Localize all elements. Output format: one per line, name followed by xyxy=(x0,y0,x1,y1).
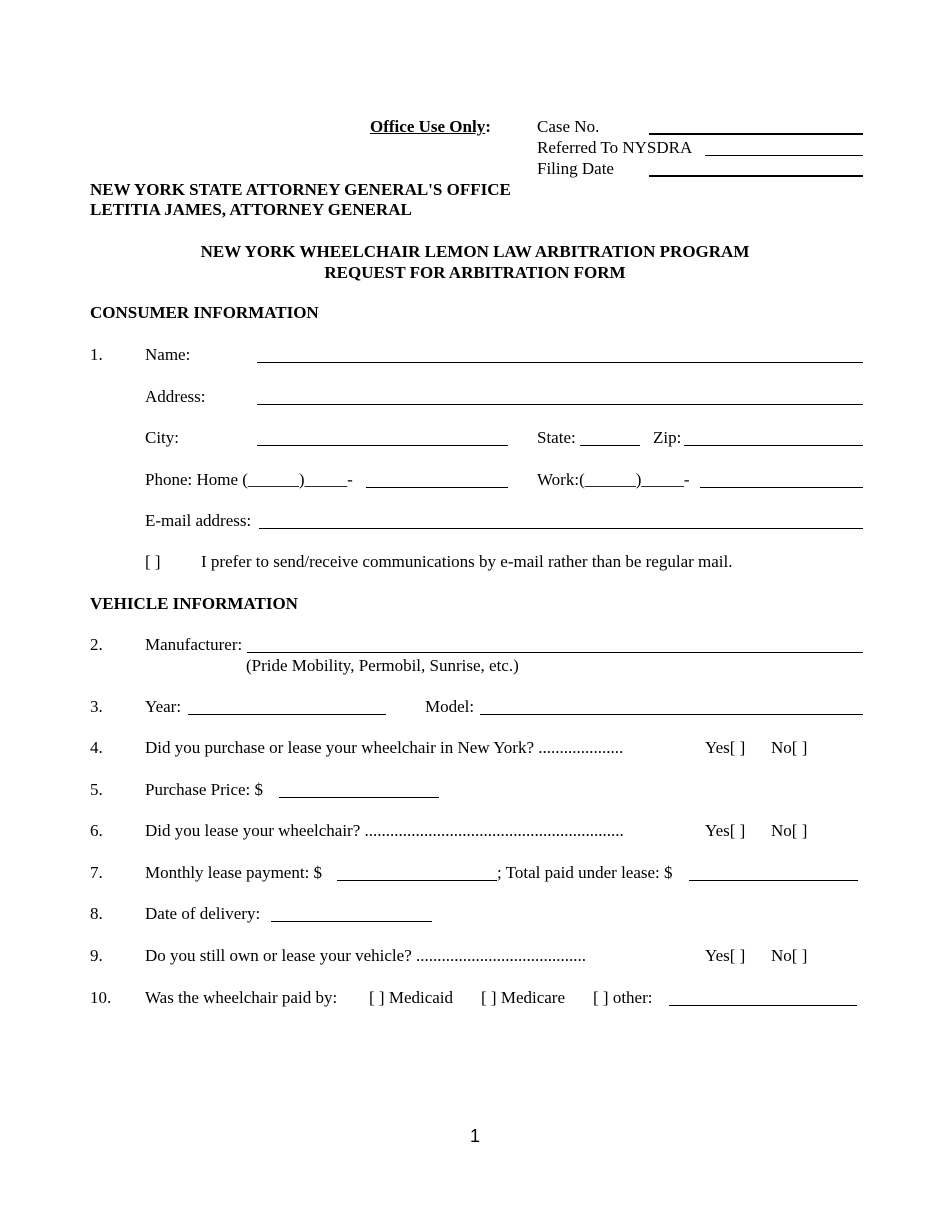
monthly-lease-field[interactable] xyxy=(337,880,497,881)
year-field[interactable] xyxy=(188,714,386,715)
office-use-colon: : xyxy=(485,117,491,136)
q10-number: 10. xyxy=(90,988,112,1007)
model-field[interactable] xyxy=(480,714,863,715)
other-field[interactable] xyxy=(669,1005,857,1006)
q6-text: Did you lease your wheelchair? ............................................................. xyxy=(145,821,624,840)
office-use-label xyxy=(370,117,491,137)
email-pref-text: I prefer to send/receive communications by e-mail rather than be regular mail. xyxy=(201,552,733,571)
phone-home-label: Phone: Home (______)_____- xyxy=(145,470,353,489)
total-paid-field[interactable] xyxy=(689,880,858,881)
medicare-checkbox[interactable]: [ ] Medicare xyxy=(481,988,566,1007)
city-label: City: xyxy=(145,428,180,447)
zip-field[interactable] xyxy=(684,445,863,446)
filing-date-field[interactable] xyxy=(649,175,863,177)
year-label: Year: xyxy=(145,697,182,716)
address-field[interactable] xyxy=(257,404,863,405)
q8-number: 8. xyxy=(90,904,103,923)
q4-no-checkbox[interactable]: No[ ] xyxy=(771,738,808,757)
name-label: Name: xyxy=(145,345,191,364)
purchase-price-field[interactable] xyxy=(279,797,439,798)
q9-number: 9. xyxy=(90,946,103,965)
city-field[interactable] xyxy=(257,445,508,446)
q2-number: 2. xyxy=(90,635,103,654)
q6-number: 6. xyxy=(90,821,103,840)
delivery-date-label: Date of delivery: xyxy=(145,904,261,923)
agency-line1: NEW YORK STATE ATTORNEY GENERAL'S OFFICE xyxy=(90,180,511,199)
q9-text: Do you still own or lease your vehicle? ........................................ xyxy=(145,946,586,965)
q5-number: 5. xyxy=(90,780,103,799)
model-label: Model: xyxy=(425,697,475,716)
form-title-line1: NEW YORK WHEELCHAIR LEMON LAW ARBITRATION PROGRAM xyxy=(200,242,750,261)
email-field[interactable] xyxy=(259,528,863,529)
q1-number: 1. xyxy=(90,345,103,364)
referred-label: Referred To NYSDRA xyxy=(537,138,693,157)
q6-no-checkbox[interactable]: No[ ] xyxy=(771,821,808,840)
address-label: Address: xyxy=(145,387,206,406)
work-phone-field[interactable] xyxy=(700,487,863,488)
page-number: 1 xyxy=(469,1126,480,1146)
paid-by-label: Was the wheelchair paid by: xyxy=(145,988,338,1007)
phone-home-field[interactable] xyxy=(366,487,508,488)
other-checkbox[interactable]: [ ] other: xyxy=(593,988,653,1007)
case-no-label: Case No. xyxy=(537,117,600,136)
manufacturer-label: Manufacturer: xyxy=(145,635,243,654)
delivery-date-field[interactable] xyxy=(271,921,432,922)
q9-no-checkbox[interactable]: No[ ] xyxy=(771,946,808,965)
office-use-text: Office Use Only xyxy=(370,117,486,136)
manufacturer-hint: (Pride Mobility, Permobil, Sunrise, etc.) xyxy=(246,656,519,675)
manufacturer-field[interactable] xyxy=(247,652,863,653)
name-field[interactable] xyxy=(257,362,863,363)
q4-text: Did you purchase or lease your wheelchair in New York? .................... xyxy=(145,738,624,757)
q9-yes-checkbox[interactable]: Yes[ ] xyxy=(705,946,746,965)
filing-date-label: Filing Date xyxy=(537,159,614,178)
q4-number: 4. xyxy=(90,738,103,757)
form-title-line2: REQUEST FOR ARBITRATION FORM xyxy=(324,263,626,282)
case-no-field[interactable] xyxy=(649,133,863,135)
q3-number: 3. xyxy=(90,697,103,716)
state-field[interactable] xyxy=(580,445,640,446)
medicaid-checkbox[interactable]: [ ] Medicaid xyxy=(369,988,454,1007)
consumer-heading: CONSUMER INFORMATION xyxy=(90,303,319,322)
q7-number: 7. xyxy=(90,863,103,882)
agency-line2: LETITIA JAMES, ATTORNEY GENERAL xyxy=(90,200,412,219)
vehicle-heading: VEHICLE INFORMATION xyxy=(90,594,298,613)
referred-field[interactable] xyxy=(705,155,863,156)
email-pref-checkbox[interactable]: [ ] xyxy=(145,552,161,571)
purchase-price-label: Purchase Price: $ xyxy=(145,780,264,799)
q6-yes-checkbox[interactable]: Yes[ ] xyxy=(705,821,746,840)
zip-label: Zip: xyxy=(653,428,682,447)
q4-yes-checkbox[interactable]: Yes[ ] xyxy=(705,738,746,757)
work-phone-label: Work:(______)_____- xyxy=(537,470,690,489)
state-label: State: xyxy=(537,428,576,447)
monthly-lease-label: Monthly lease payment: $ xyxy=(145,863,323,882)
total-paid-label: ; Total paid under lease: $ xyxy=(497,863,673,882)
email-label: E-mail address: xyxy=(145,511,252,530)
